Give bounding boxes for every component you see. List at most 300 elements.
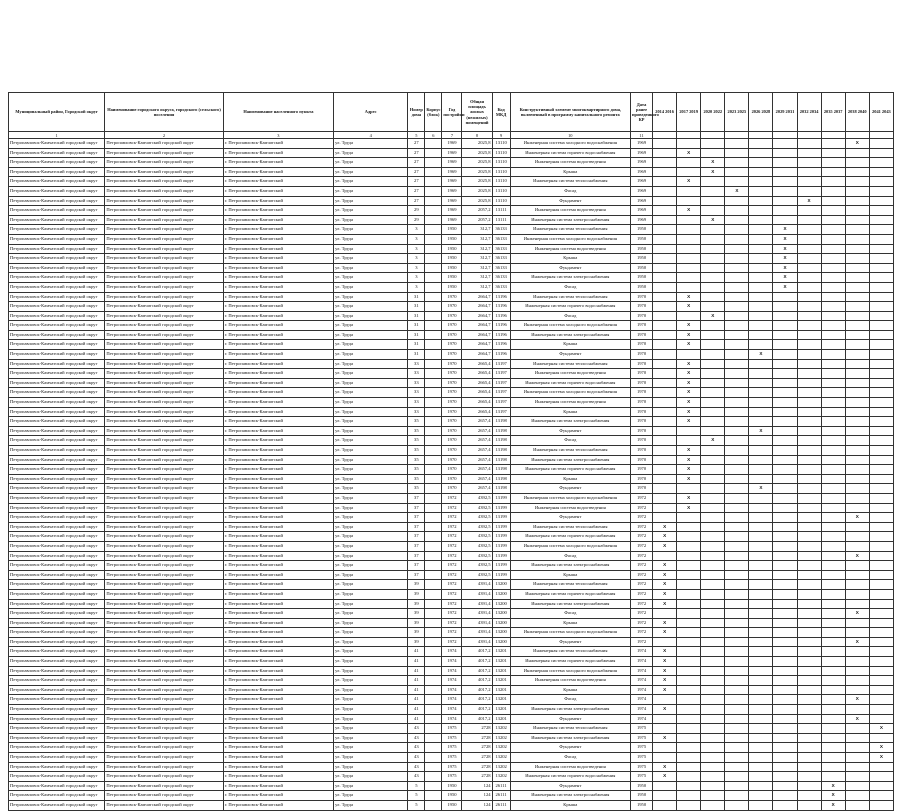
cell-period-mark (677, 647, 701, 657)
cell-period-mark (845, 628, 869, 638)
cell-repair-date: 1972 (631, 513, 653, 523)
cell-period-mark: X (653, 733, 677, 743)
cell-year: 1972 (442, 580, 462, 590)
cell-element: Инженерная система холодного водоснабжения (510, 139, 630, 149)
cell-element: Инженерная система электроснабжения (510, 599, 630, 609)
cell-code: 13111 (492, 206, 510, 216)
cell-period-mark (773, 714, 797, 724)
cell-period-mark (821, 589, 845, 599)
cell-period-mark (653, 743, 677, 753)
cell-period-mark (677, 772, 701, 782)
cell-block (425, 513, 442, 523)
cell-period-mark (797, 580, 821, 590)
cell-period-mark (797, 273, 821, 283)
cell-element: Фундамент (510, 743, 630, 753)
cell-block (425, 311, 442, 321)
cell-repair-date: 1970 (631, 359, 653, 369)
cell-period-mark: X (677, 330, 701, 340)
cell-period-mark (821, 215, 845, 225)
cell-period-mark (845, 733, 869, 743)
cell-element: Фундамент (510, 781, 630, 791)
cell-street: ул. Труда (334, 753, 408, 763)
column-header: 2029 2031 (773, 93, 797, 132)
cell-period-mark (821, 618, 845, 628)
cell-repair-date: 1974 (631, 657, 653, 667)
table-row (9, 570, 894, 580)
cell-period-mark (821, 139, 845, 149)
cell-region: Петропавловск-Камчатский городской округ (9, 388, 105, 398)
cell-period-mark (821, 196, 845, 206)
table-row (9, 618, 894, 628)
cell-settlement: Петропавловск-Камчатский городской округ (105, 657, 223, 667)
table-row (9, 714, 894, 724)
cell-period-mark (749, 311, 773, 321)
cell-period-mark (677, 743, 701, 753)
cell-house: 33 (408, 378, 425, 388)
cell-repair-date: 1974 (631, 705, 653, 715)
cell-period-mark (821, 628, 845, 638)
cell-period-mark (677, 225, 701, 235)
column-header: 2023 2025 (725, 93, 749, 132)
cell-period-mark (749, 503, 773, 513)
cell-block (425, 254, 442, 264)
cell-street: ул. Труда (334, 714, 408, 724)
cell-period-mark (797, 369, 821, 379)
cell-city: г. Петропавловск-Камчатский (223, 340, 333, 350)
cell-period-mark (773, 695, 797, 705)
cell-street: ул. Труда (334, 455, 408, 465)
cell-repair-date: 1970 (631, 465, 653, 475)
cell-year: 1969 (442, 206, 462, 216)
cell-house: 39 (408, 609, 425, 619)
cell-settlement: Петропавловск-Камчатский городской округ (105, 532, 223, 542)
cell-period-mark (773, 589, 797, 599)
cell-period-mark: X (677, 417, 701, 427)
cell-settlement: Петропавловск-Камчатский городской округ (105, 637, 223, 647)
cell-period-mark (677, 139, 701, 149)
cell-house: 37 (408, 551, 425, 561)
cell-street: ул. Труда (334, 263, 408, 273)
cell-period-mark: X (677, 206, 701, 216)
cell-block (425, 340, 442, 350)
cell-year: 1969 (442, 215, 462, 225)
cell-period-mark (773, 743, 797, 753)
cell-city: г. Петропавловск-Камчатский (223, 522, 333, 532)
cell-code: 13201 (492, 666, 510, 676)
cell-element: Инженерная система теплоснабжения (510, 359, 630, 369)
cell-period-mark (653, 167, 677, 177)
table-row (9, 186, 894, 196)
cell-period-mark (749, 695, 773, 705)
cell-area: 124 (462, 791, 492, 801)
cell-repair-date: 1969 (631, 177, 653, 187)
column-number: 9 (492, 132, 510, 139)
cell-region: Петропавловск-Камчатский городской округ (9, 177, 105, 187)
cell-settlement: Петропавловск-Камчатский городской округ (105, 580, 223, 590)
cell-period-mark (869, 772, 893, 782)
cell-period-mark (773, 561, 797, 571)
cell-period-mark (749, 599, 773, 609)
cell-street: ул. Труда (334, 637, 408, 647)
cell-period-mark (749, 436, 773, 446)
cell-period-mark (773, 350, 797, 360)
cell-area: 4017,2 (462, 657, 492, 667)
cell-period-mark (797, 762, 821, 772)
cell-settlement: Петропавловск-Камчатский городской округ (105, 570, 223, 580)
cell-period-mark (749, 244, 773, 254)
cell-period-mark (677, 234, 701, 244)
cell-block (425, 493, 442, 503)
cell-area: 124 (462, 800, 492, 810)
cell-period-mark (821, 407, 845, 417)
cell-settlement: Петропавловск-Камчатский городской округ (105, 724, 223, 734)
cell-settlement: Петропавловск-Камчатский городской округ (105, 426, 223, 436)
cell-element: Инженерная система водоотведения (510, 676, 630, 686)
cell-year: 1975 (442, 772, 462, 782)
cell-region: Петропавловск-Камчатский городской округ (9, 714, 105, 724)
cell-code: 13198 (492, 484, 510, 494)
cell-period-mark (845, 186, 869, 196)
cell-settlement: Петропавловск-Камчатский городской округ (105, 455, 223, 465)
cell-period-mark (845, 407, 869, 417)
cell-period-mark (749, 254, 773, 264)
cell-period-mark (845, 398, 869, 408)
cell-period-mark (797, 781, 821, 791)
cell-period-mark (845, 541, 869, 551)
cell-period-mark (773, 493, 797, 503)
cell-period-mark (773, 292, 797, 302)
cell-period-mark (725, 426, 749, 436)
cell-period-mark (749, 714, 773, 724)
cell-region: Петропавловск-Камчатский городской округ (9, 446, 105, 456)
cell-period-mark: X (677, 493, 701, 503)
table-row (9, 791, 894, 801)
cell-period-mark (749, 541, 773, 551)
cell-element: Фасад (510, 311, 630, 321)
cell-city: г. Петропавловск-Камчатский (223, 762, 333, 772)
cell-period-mark (821, 676, 845, 686)
cell-year: 1970 (442, 407, 462, 417)
cell-period-mark (677, 570, 701, 580)
cell-element: Инженерная система горячего водоснабжения (510, 148, 630, 158)
column-header: Наименование городского округа, городского (сельского) поселения (105, 93, 223, 132)
table-row (9, 350, 894, 360)
cell-year: 1950 (442, 225, 462, 235)
cell-period-mark: X (845, 609, 869, 619)
cell-code: 13201 (492, 695, 510, 705)
cell-area: 2665,4 (462, 369, 492, 379)
cell-code: 13202 (492, 772, 510, 782)
cell-period-mark (653, 196, 677, 206)
cell-period-mark (677, 551, 701, 561)
cell-city: г. Петропавловск-Камчатский (223, 532, 333, 542)
cell-period-mark (749, 772, 773, 782)
cell-city: г. Петропавловск-Камчатский (223, 225, 333, 235)
cell-code: 13198 (492, 446, 510, 456)
cell-period-mark (701, 350, 725, 360)
cell-code: 13198 (492, 465, 510, 475)
cell-period-mark (701, 254, 725, 264)
cell-period-mark (869, 561, 893, 571)
table-row (9, 321, 894, 331)
cell-year: 1970 (442, 311, 462, 321)
cell-period-mark (845, 772, 869, 782)
cell-region: Петропавловск-Камчатский городской округ (9, 753, 105, 763)
cell-repair-date: 1970 (631, 407, 653, 417)
cell-city: г. Петропавловск-Камчатский (223, 772, 333, 782)
cell-house: 43 (408, 762, 425, 772)
cell-period-mark (773, 599, 797, 609)
cell-period-mark (677, 522, 701, 532)
cell-period-mark (797, 714, 821, 724)
cell-repair-date: 1970 (631, 398, 653, 408)
cell-period-mark (773, 186, 797, 196)
cell-year: 1969 (442, 148, 462, 158)
cell-period-mark (725, 781, 749, 791)
cell-city: г. Петропавловск-Камчатский (223, 781, 333, 791)
cell-period-mark (845, 762, 869, 772)
cell-region: Петропавловск-Камчатский городской округ (9, 580, 105, 590)
cell-period-mark: X (773, 263, 797, 273)
cell-city: г. Петропавловск-Камчатский (223, 398, 333, 408)
cell-period-mark (869, 522, 893, 532)
cell-period-mark (797, 426, 821, 436)
cell-code: 13197 (492, 407, 510, 417)
cell-repair-date: 1970 (631, 369, 653, 379)
cell-block (425, 350, 442, 360)
cell-year: 1972 (442, 609, 462, 619)
cell-area: 4391,4 (462, 589, 492, 599)
cell-region: Петропавловск-Камчатский городской округ (9, 484, 105, 494)
cell-period-mark (653, 292, 677, 302)
cell-period-mark (797, 551, 821, 561)
cell-house: 35 (408, 465, 425, 475)
cell-element: Фундамент (510, 513, 630, 523)
cell-repair-date: 1969 (631, 215, 653, 225)
cell-period-mark (653, 311, 677, 321)
cell-settlement: Петропавловск-Камчатский городской округ (105, 599, 223, 609)
cell-period-mark (869, 139, 893, 149)
cell-repair-date: 1970 (631, 436, 653, 446)
cell-period-mark (845, 254, 869, 264)
cell-house: 27 (408, 186, 425, 196)
cell-period-mark (869, 350, 893, 360)
cell-area: 312,7 (462, 273, 492, 283)
cell-period-mark: X (821, 800, 845, 810)
cell-period-mark (677, 580, 701, 590)
cell-code: 13202 (492, 753, 510, 763)
cell-period-mark: X (749, 484, 773, 494)
cell-repair-date: 1970 (631, 474, 653, 484)
cell-block (425, 234, 442, 244)
cell-code: 13110 (492, 148, 510, 158)
cell-period-mark (749, 446, 773, 456)
cell-period-mark (749, 369, 773, 379)
column-number (749, 132, 773, 139)
cell-repair-date: 1950 (631, 225, 653, 235)
cell-element: Крыша (510, 407, 630, 417)
cell-city: г. Петропавловск-Камчатский (223, 618, 333, 628)
cell-period-mark (701, 378, 725, 388)
cell-period-mark (821, 330, 845, 340)
cell-period-mark: X (797, 196, 821, 206)
cell-settlement: Петропавловск-Камчатский городской округ (105, 676, 223, 686)
cell-period-mark (773, 398, 797, 408)
cell-element: Инженерная система теплоснабжения (510, 446, 630, 456)
cell-period-mark (725, 311, 749, 321)
column-number (845, 132, 869, 139)
cell-region: Петропавловск-Камчатский городской округ (9, 474, 105, 484)
cell-street: ул. Труда (334, 493, 408, 503)
cell-period-mark (797, 666, 821, 676)
cell-period-mark (725, 177, 749, 187)
cell-period-mark (869, 618, 893, 628)
cell-block (425, 167, 442, 177)
cell-city: г. Петропавловск-Камчатский (223, 580, 333, 590)
cell-block (425, 273, 442, 283)
cell-period-mark (869, 791, 893, 801)
cell-period-mark (869, 388, 893, 398)
cell-house: 27 (408, 196, 425, 206)
cell-period-mark (821, 158, 845, 168)
cell-region: Петропавловск-Камчатский городской округ (9, 234, 105, 244)
cell-period-mark (797, 599, 821, 609)
cell-settlement: Петропавловск-Камчатский городской округ (105, 378, 223, 388)
cell-period-mark (653, 350, 677, 360)
cell-period-mark (797, 388, 821, 398)
cell-region: Петропавловск-Камчатский городской округ (9, 158, 105, 168)
cell-period-mark (773, 426, 797, 436)
cell-block (425, 426, 442, 436)
cell-street: ул. Труда (334, 234, 408, 244)
cell-period-mark (773, 359, 797, 369)
cell-street: ул. Труда (334, 762, 408, 772)
cell-year: 1974 (442, 657, 462, 667)
cell-settlement: Петропавловск-Камчатский городской округ (105, 407, 223, 417)
cell-period-mark: X (677, 446, 701, 456)
cell-element: Инженерная система электроснабжения (510, 705, 630, 715)
cell-period-mark (677, 637, 701, 647)
cell-street: ул. Труда (334, 599, 408, 609)
cell-repair-date: 1972 (631, 628, 653, 638)
cell-period-mark (845, 522, 869, 532)
cell-period-mark (845, 800, 869, 810)
table-row (9, 599, 894, 609)
cell-period-mark (797, 503, 821, 513)
cell-year: 1975 (442, 733, 462, 743)
cell-city: г. Петропавловск-Камчатский (223, 388, 333, 398)
cell-code: 26111 (492, 791, 510, 801)
cell-period-mark (653, 244, 677, 254)
column-header: Код МКД (492, 93, 510, 132)
cell-period-mark (869, 186, 893, 196)
cell-period-mark (869, 503, 893, 513)
cell-region: Петропавловск-Камчатский городской округ (9, 647, 105, 657)
cell-period-mark (845, 330, 869, 340)
cell-settlement: Петропавловск-Камчатский городской округ (105, 369, 223, 379)
cell-settlement: Петропавловск-Камчатский городской округ (105, 225, 223, 235)
cell-period-mark (725, 206, 749, 216)
cell-repair-date: 1969 (631, 196, 653, 206)
cell-period-mark (821, 417, 845, 427)
cell-period-mark (653, 254, 677, 264)
cell-period-mark (701, 330, 725, 340)
table-row (9, 580, 894, 590)
cell-period-mark (797, 513, 821, 523)
cell-period-mark (869, 407, 893, 417)
cell-period-mark: X (653, 580, 677, 590)
cell-street: ул. Труда (334, 657, 408, 667)
cell-repair-date: 1974 (631, 666, 653, 676)
cell-period-mark: X (653, 676, 677, 686)
cell-period-mark (797, 436, 821, 446)
cell-region: Петропавловск-Камчатский городской округ (9, 215, 105, 225)
cell-repair-date: 1970 (631, 321, 653, 331)
cell-period-mark (869, 474, 893, 484)
cell-region: Петропавловск-Камчатский городской округ (9, 781, 105, 791)
cell-period-mark (797, 589, 821, 599)
cell-period-mark (773, 340, 797, 350)
cell-period-mark (725, 532, 749, 542)
cell-block (425, 589, 442, 599)
cell-block (425, 781, 442, 791)
cell-period-mark (869, 254, 893, 264)
cell-repair-date: 1969 (631, 186, 653, 196)
cell-house: 3 (408, 263, 425, 273)
cell-city: г. Петропавловск-Камчатский (223, 676, 333, 686)
cell-period-mark: X (701, 215, 725, 225)
cell-period-mark (869, 705, 893, 715)
cell-period-mark (749, 791, 773, 801)
cell-code: 13198 (492, 474, 510, 484)
cell-region: Петропавловск-Камчатский городской округ (9, 321, 105, 331)
cell-settlement: Петропавловск-Камчатский городской округ (105, 647, 223, 657)
cell-city: г. Петропавловск-Камчатский (223, 733, 333, 743)
cell-street: ул. Труда (334, 484, 408, 494)
cell-period-mark (653, 263, 677, 273)
table-row (9, 282, 894, 292)
cell-repair-date: 1950 (631, 800, 653, 810)
cell-period-mark (845, 234, 869, 244)
cell-city: г. Петропавловск-Камчатский (223, 455, 333, 465)
cell-period-mark (749, 647, 773, 657)
table-row (9, 685, 894, 695)
cell-period-mark (773, 330, 797, 340)
cell-city: г. Петропавловск-Камчатский (223, 426, 333, 436)
cell-settlement: Петропавловск-Камчатский городской округ (105, 321, 223, 331)
cell-area: 2664,7 (462, 340, 492, 350)
cell-period-mark (725, 302, 749, 312)
table-row (9, 724, 894, 734)
cell-period-mark: X (773, 244, 797, 254)
cell-period-mark (725, 762, 749, 772)
cell-period-mark (701, 196, 725, 206)
cell-code: 13110 (492, 139, 510, 149)
cell-city: г. Петропавловск-Камчатский (223, 628, 333, 638)
cell-house: 39 (408, 628, 425, 638)
cell-city: г. Петропавловск-Камчатский (223, 791, 333, 801)
cell-element: Фундамент (510, 484, 630, 494)
cell-period-mark (725, 254, 749, 264)
cell-code: 36133 (492, 254, 510, 264)
cell-period-mark (869, 599, 893, 609)
cell-period-mark (653, 436, 677, 446)
cell-period-mark (821, 503, 845, 513)
table-row (9, 532, 894, 542)
cell-settlement: Петропавловск-Камчатский городской округ (105, 618, 223, 628)
cell-period-mark (797, 234, 821, 244)
cell-code: 13110 (492, 167, 510, 177)
